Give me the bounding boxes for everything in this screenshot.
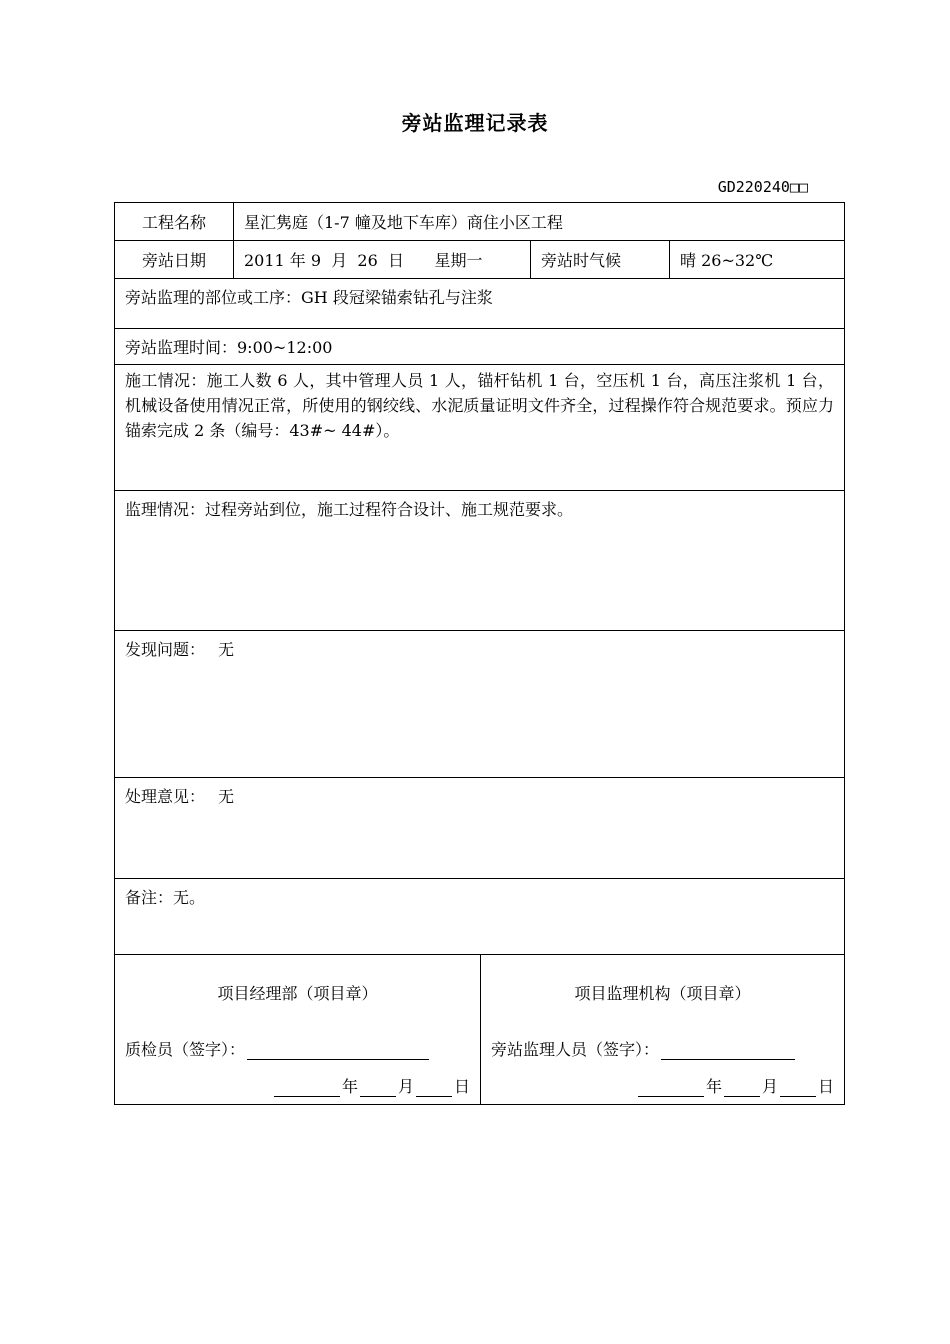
contractor-date-month-field[interactable] xyxy=(360,1078,396,1097)
issues-row xyxy=(114,630,845,777)
weather-value: 晴 26~32℃ xyxy=(669,241,844,278)
inspector-signature-label: 质检员（签字）： xyxy=(125,1040,246,1059)
supervisor-date-year-field[interactable] xyxy=(638,1078,704,1097)
date-weather-row xyxy=(114,240,845,278)
time-row xyxy=(114,328,845,364)
supervisor-date-year-label: 年 xyxy=(705,1077,722,1096)
supervisor-signature-line xyxy=(491,1037,795,1060)
issues-value: 无 xyxy=(218,640,235,659)
inspector-signature-field[interactable] xyxy=(247,1041,429,1060)
weather-label: 旁站时气候 xyxy=(530,241,669,278)
issues-text xyxy=(125,638,834,662)
handling-text xyxy=(125,785,834,809)
supervisor-signature-field[interactable] xyxy=(661,1041,795,1060)
time-text: 旁站监理时间：9:00~12:00 xyxy=(125,338,333,357)
contractor-date-month-label: 月 xyxy=(397,1077,414,1096)
date-label: 旁站日期 xyxy=(141,251,206,270)
signature-row xyxy=(114,954,845,1105)
supervision-text: 监理情况：过程旁站到位，施工过程符合设计、施工规范要求。 xyxy=(125,500,574,519)
inspector-signature-line xyxy=(125,1037,429,1060)
handling-value: 无 xyxy=(218,787,235,806)
document-title: 旁站监理记录表 xyxy=(401,111,549,135)
date-value: 2011 年 9 月 26 日 星期一 xyxy=(233,241,530,278)
contractor-date-line xyxy=(272,1074,470,1097)
remarks-text: 备注：无。 xyxy=(125,888,206,907)
supervisor-date-month-field[interactable] xyxy=(724,1078,760,1097)
supervisor-signature-label: 旁站监理人员（签字）： xyxy=(491,1040,660,1059)
handling-label: 处理意见： xyxy=(125,787,206,806)
project-name-value: 星汇隽庭（1-7 幢及地下车库）商住小区工程 xyxy=(233,203,844,240)
location-row xyxy=(114,278,845,328)
construction-text: 施工情况：施工人数 6 人，其中管理人员 1 人，锚杆钻机 1 台，空压机 1 台，高压注浆机 1 台，机械设备使用情况正常，所使用的钢绞线、水泥质量证明文件齐全，过程操作符合规范要求。预应力锚索完成 2 条（编号：43#~ 44#）。 xyxy=(125,371,834,440)
contractor-date-year-field[interactable] xyxy=(274,1078,340,1097)
supervisor-date-day-label: 日 xyxy=(817,1077,834,1096)
supervisor-signature-block xyxy=(480,955,844,1104)
supervision-record-form xyxy=(114,202,845,1105)
construction-row xyxy=(114,364,845,490)
issues-label: 发现问题： xyxy=(125,640,206,659)
supervision-row xyxy=(114,490,845,630)
project-name-label: 工程名称 xyxy=(141,213,206,232)
remarks-row xyxy=(114,878,845,954)
contractor-date-year-label: 年 xyxy=(341,1077,358,1096)
document-code: GD220240□□ xyxy=(717,178,808,196)
location-text: 旁站监理的部位或工序：GH 段冠梁锚索钻孔与注浆 xyxy=(125,288,493,307)
project-name-row xyxy=(114,202,845,240)
supervisor-stamp-title: 项目监理机构（项目章） xyxy=(574,984,751,1003)
supervisor-date-month-label: 月 xyxy=(761,1077,778,1096)
supervisor-date-day-field[interactable] xyxy=(780,1078,816,1097)
contractor-stamp-title: 项目经理部（项目章） xyxy=(217,984,378,1003)
contractor-date-day-label: 日 xyxy=(453,1077,470,1096)
contractor-signature-block xyxy=(115,955,480,1104)
handling-row xyxy=(114,777,845,878)
supervisor-date-line xyxy=(636,1074,834,1097)
contractor-date-day-field[interactable] xyxy=(416,1078,452,1097)
